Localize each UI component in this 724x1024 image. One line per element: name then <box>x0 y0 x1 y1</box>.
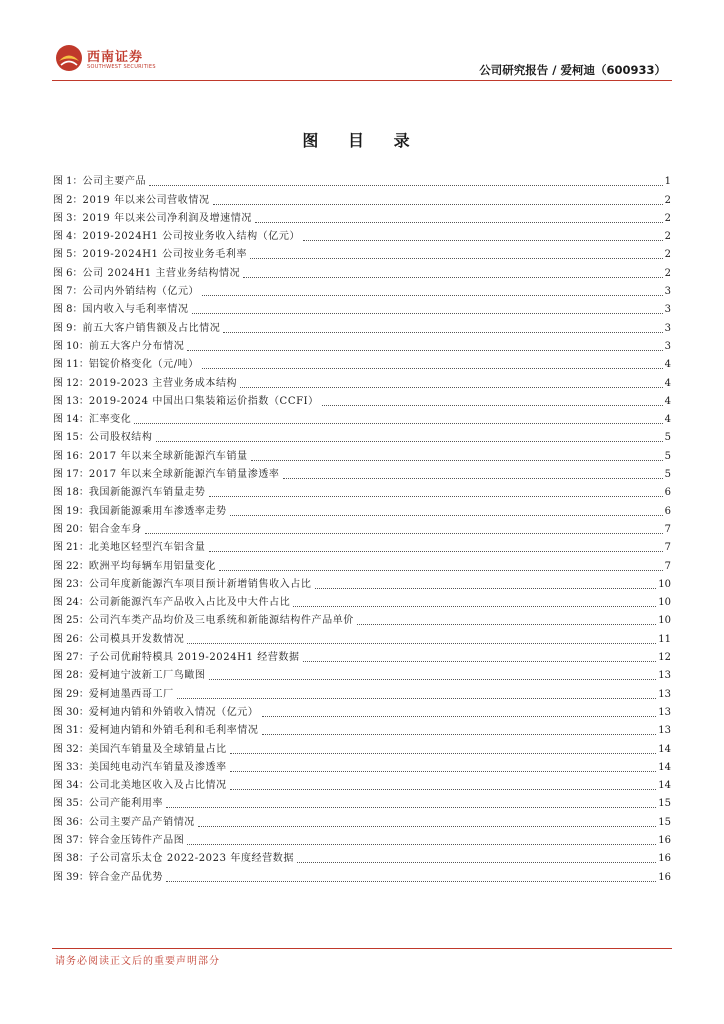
toc-entry[interactable] <box>53 316 671 334</box>
toc-dot-leader <box>357 624 656 625</box>
toc-entry-title[interactable]: 国内收入与毛利率情况 <box>82 304 189 316</box>
toc-dot-leader <box>149 185 662 186</box>
toc-entry-page[interactable]: 2 <box>664 231 671 243</box>
toc-entry[interactable] <box>53 170 671 188</box>
toc-entry-page[interactable]: 15 <box>658 798 671 810</box>
toc-entry[interactable] <box>53 518 671 536</box>
toc-entry-title[interactable]: 子公司富乐太仓 2022-2023 年度经营数据 <box>88 853 294 865</box>
toc-entry-label: 图 34： <box>53 780 89 792</box>
toc-entry-page[interactable]: 10 <box>658 615 671 627</box>
toc-entry[interactable] <box>53 408 671 426</box>
toc-entry-label: 图 1： <box>53 176 83 188</box>
toc-entry-title[interactable]: 2017 年以来全球新能源汽车销量 <box>88 450 248 462</box>
toc-entry-page[interactable]: 15 <box>658 816 671 828</box>
toc-entry[interactable] <box>53 536 671 554</box>
toc-entry-label: 图 11： <box>53 359 89 371</box>
toc-entry-title[interactable]: 汇率变化 <box>88 414 132 426</box>
toc-entry-title[interactable]: 公司股权结构 <box>88 432 153 444</box>
toc-entry-page[interactable]: 3 <box>664 286 671 298</box>
toc-dot-leader <box>230 789 657 790</box>
toc-dot-leader <box>243 277 662 278</box>
page-title: 图 目 录 <box>302 131 422 150</box>
toc-entry-page[interactable]: 13 <box>658 670 671 682</box>
toc-entry[interactable] <box>53 792 671 810</box>
toc-entry[interactable] <box>53 371 671 389</box>
toc-entry-page[interactable]: 11 <box>658 633 671 645</box>
toc-entry-title[interactable]: 爱柯迪内销和外销毛利和毛利率情况 <box>88 725 259 737</box>
toc-entry-label: 图 22： <box>53 560 89 572</box>
toc-entry[interactable] <box>53 682 671 700</box>
toc-dot-leader <box>315 588 657 589</box>
toc-entry-title[interactable]: 我国新能源乘用车渗透率走势 <box>88 505 227 517</box>
toc-entry-label: 图 33： <box>53 761 89 773</box>
toc-dot-leader <box>198 826 656 827</box>
toc-entry[interactable] <box>53 810 671 828</box>
toc-entry[interactable] <box>53 207 671 225</box>
toc-entry[interactable] <box>53 573 671 591</box>
toc-dot-leader <box>134 423 662 424</box>
toc-entry-label: 图 25： <box>53 615 89 627</box>
toc-entry[interactable] <box>53 554 671 572</box>
toc-entry-label: 图 3： <box>53 212 83 224</box>
toc-entry-title[interactable]: 2017 年以来全球新能源汽车销量渗透率 <box>88 469 280 481</box>
toc-dot-leader <box>255 222 663 223</box>
toc-entry[interactable] <box>53 646 671 664</box>
toc-entry-label: 图 37： <box>53 834 89 846</box>
toc-entry-title[interactable]: 2019-2024 中国出口集装箱运价指数（CCFI） <box>88 395 319 407</box>
toc-entry[interactable] <box>53 591 671 609</box>
toc-dot-leader <box>230 771 657 772</box>
toc-entry-title[interactable]: 公司内外销结构（亿元） <box>82 286 200 298</box>
toc-entry-title[interactable]: 公司新能源汽车产品收入占比及中大件占比 <box>88 597 291 609</box>
toc-dot-leader <box>209 679 657 680</box>
report-header-info: 公司研究报告 / 爱柯迪（600933） <box>479 63 666 77</box>
toc-entry[interactable] <box>53 719 671 737</box>
toc-entry-title[interactable]: 2019-2024H1 公司按业务收入结构（亿元） <box>82 231 301 243</box>
toc-entry-label: 图 31： <box>53 725 89 737</box>
toc-entry-title[interactable]: 锌合金压铸件产品图 <box>88 834 185 846</box>
toc-entry-page[interactable]: 2 <box>664 194 671 206</box>
toc-entry-page[interactable]: 3 <box>664 322 671 334</box>
toc-entry-label: 图 26： <box>53 633 89 645</box>
toc-entry[interactable] <box>53 829 671 847</box>
toc-entry[interactable] <box>53 847 671 865</box>
toc-entry-label: 图 36： <box>53 816 89 828</box>
toc-entry-page[interactable]: 14 <box>658 780 671 792</box>
footer-disclaimer: 请务必阅读正文后的重要声明部分 <box>55 956 220 967</box>
toc-entry[interactable] <box>53 298 671 316</box>
toc-entry-label: 图 6： <box>53 267 83 279</box>
toc-entry-title[interactable]: 公司主要产品产销情况 <box>88 816 195 828</box>
toc-dot-leader <box>219 570 663 571</box>
brand-name-cn: 西南证券 <box>87 50 144 65</box>
toc-entry-page[interactable]: 10 <box>658 597 671 609</box>
toc-entry-page[interactable]: 3 <box>664 340 671 352</box>
toc-entry[interactable] <box>53 335 671 353</box>
toc-entry-label: 图 27： <box>53 652 89 664</box>
toc-entry-title[interactable]: 美国汽车销量及全球销量占比 <box>88 743 227 755</box>
brand-name-en: SOUTHWEST SECURITIES <box>87 64 156 70</box>
toc-entry-title[interactable]: 爱柯迪宁波新工厂鸟瞰图 <box>88 670 206 682</box>
toc-entry-title[interactable]: 前五大客户销售额及占比情况 <box>82 322 221 334</box>
toc-entry[interactable] <box>53 390 671 408</box>
toc-entry-label: 图 19： <box>53 505 89 517</box>
toc-dot-leader <box>166 881 656 882</box>
toc-entry-page[interactable]: 2 <box>664 249 671 261</box>
toc-dot-leader <box>303 240 663 241</box>
toc-entry-title[interactable]: 公司北美地区收入及占比情况 <box>88 780 227 792</box>
header-divider <box>52 80 672 81</box>
toc-dot-leader <box>156 441 663 442</box>
toc-entry-page[interactable]: 13 <box>658 725 671 737</box>
toc-entry-title[interactable]: 北美地区轻型汽车铝含量 <box>88 542 206 554</box>
toc-entry-page[interactable]: 14 <box>658 743 671 755</box>
toc-entry-page[interactable]: 4 <box>664 414 671 426</box>
toc-entry-page[interactable]: 14 <box>658 761 671 773</box>
toc-dot-leader <box>145 533 663 534</box>
toc-entry-label: 图 32： <box>53 743 89 755</box>
toc-entry-title[interactable]: 子公司优耐特模具 2019-2024H1 经营数据 <box>88 652 300 664</box>
toc-entry-label: 图 4： <box>53 231 83 243</box>
toc-entry[interactable] <box>53 865 671 883</box>
toc-entry-page[interactable]: 7 <box>664 542 671 554</box>
toc-dot-leader <box>209 496 663 497</box>
toc-entry-title[interactable]: 公司主要产品 <box>82 176 147 188</box>
toc-entry-label: 图 23： <box>53 578 89 590</box>
toc-entry-label: 图 21： <box>53 542 89 554</box>
toc-entry[interactable] <box>53 609 671 627</box>
toc-dot-leader <box>166 807 656 808</box>
toc-entry-label: 图 15： <box>53 432 89 444</box>
toc-entry[interactable] <box>53 188 671 206</box>
toc-dot-leader <box>187 643 656 644</box>
toc-entry-title[interactable]: 2019-2023 主营业务成本结构 <box>88 377 238 389</box>
toc-entry-title[interactable]: 我国新能源汽车销量走势 <box>88 487 206 499</box>
toc-entry[interactable] <box>53 627 671 645</box>
toc-entry[interactable] <box>53 664 671 682</box>
toc-entry-page[interactable]: 16 <box>658 834 671 846</box>
toc-entry-label: 图 39： <box>53 871 89 883</box>
toc-entry-page[interactable]: 13 <box>658 688 671 700</box>
toc-dot-leader <box>240 387 662 388</box>
toc-entry-label: 图 20： <box>53 523 89 535</box>
toc-entry-page[interactable]: 5 <box>664 450 671 462</box>
toc-dot-leader <box>209 551 663 552</box>
toc-entry[interactable] <box>53 481 671 499</box>
toc-entry-title[interactable]: 2019-2024H1 公司按业务毛利率 <box>82 249 248 261</box>
toc-dot-leader <box>202 295 662 296</box>
toc-dot-leader <box>262 716 657 717</box>
footer-divider <box>52 948 672 949</box>
toc-entry-title[interactable]: 爱柯迪墨西哥工厂 <box>88 688 174 700</box>
toc-entry[interactable] <box>53 261 671 279</box>
toc-dot-leader <box>192 313 663 314</box>
toc-entry[interactable] <box>53 225 671 243</box>
toc-entry-label: 图 12： <box>53 377 89 389</box>
toc-dot-leader <box>293 606 656 607</box>
toc-entry-page[interactable]: 10 <box>658 578 671 590</box>
toc-entry-label: 图 29： <box>53 688 89 700</box>
toc-entry-label: 图 30： <box>53 706 89 718</box>
toc-dot-leader <box>262 734 657 735</box>
toc-entry-label: 图 24： <box>53 597 89 609</box>
toc-entry-label: 图 14： <box>53 414 89 426</box>
toc-dot-leader <box>223 332 662 333</box>
toc-entry[interactable] <box>53 756 671 774</box>
toc-entry-title[interactable]: 公司年度新能源汽车项目预计新增销售收入占比 <box>88 578 312 590</box>
toc-entry[interactable] <box>53 353 671 371</box>
toc-entry-title[interactable]: 前五大客户分布情况 <box>88 340 185 352</box>
toc-entry-label: 图 9： <box>53 322 83 334</box>
toc-entry-label: 图 38： <box>53 853 89 865</box>
toc-entry-page[interactable]: 5 <box>664 469 671 481</box>
toc-entry[interactable] <box>53 774 671 792</box>
toc-entry-label: 图 28： <box>53 670 89 682</box>
toc-entry-label: 图 7： <box>53 286 83 298</box>
brand-logo <box>55 44 165 76</box>
toc-entry-page[interactable]: 6 <box>664 505 671 517</box>
toc-entry[interactable] <box>53 444 671 462</box>
toc-entry-page[interactable]: 5 <box>664 432 671 444</box>
toc-entry-page[interactable]: 2 <box>664 267 671 279</box>
toc-entry-title[interactable]: 2019 年以来公司净利润及增速情况 <box>82 212 252 224</box>
toc-entry-page[interactable]: 4 <box>664 359 671 371</box>
toc-entry-page[interactable]: 2 <box>664 212 671 224</box>
toc-entry-label: 图 17： <box>53 469 89 481</box>
toc-dot-leader <box>250 258 663 259</box>
figure-toc-list <box>53 170 671 884</box>
toc-dot-leader <box>251 460 663 461</box>
toc-entry-label: 图 10： <box>53 340 89 352</box>
toc-entry[interactable] <box>53 280 671 298</box>
toc-entry-page[interactable]: 6 <box>664 487 671 499</box>
toc-entry-label: 图 2： <box>53 194 83 206</box>
toc-entry-label: 图 5： <box>53 249 83 261</box>
toc-entry-title[interactable]: 爱柯迪内销和外销收入情况（亿元） <box>88 706 259 718</box>
toc-entry-title[interactable]: 欧洲平均每辆车用铝量变化 <box>88 560 217 572</box>
toc-dot-leader <box>187 844 656 845</box>
toc-entry-page[interactable]: 7 <box>664 560 671 572</box>
toc-entry-page[interactable]: 12 <box>658 652 671 664</box>
toc-entry-page[interactable]: 3 <box>664 304 671 316</box>
toc-dot-leader <box>297 862 656 863</box>
toc-entry-page[interactable]: 13 <box>658 706 671 718</box>
toc-entry[interactable] <box>53 701 671 719</box>
toc-entry-title[interactable]: 公司模具开发数情况 <box>88 633 185 645</box>
toc-entry-label: 图 18： <box>53 487 89 499</box>
toc-entry-title[interactable]: 公司产能利用率 <box>88 798 164 810</box>
toc-entry-label: 图 8： <box>53 304 83 316</box>
toc-entry-label: 图 16： <box>53 450 89 462</box>
toc-entry-title[interactable]: 锌合金产品优势 <box>88 871 164 883</box>
toc-entry[interactable] <box>53 426 671 444</box>
toc-dot-leader <box>230 515 663 516</box>
toc-dot-leader <box>230 753 657 754</box>
toc-entry[interactable] <box>53 499 671 517</box>
toc-entry-label: 图 35： <box>53 798 89 810</box>
toc-dot-leader <box>202 368 663 369</box>
toc-entry-title[interactable]: 美国纯电动汽车销量及渗透率 <box>88 761 227 773</box>
toc-entry-page[interactable]: 1 <box>664 176 671 188</box>
toc-entry-title[interactable]: 2019 年以来公司营收情况 <box>82 194 210 206</box>
toc-entry-label: 图 13： <box>53 395 89 407</box>
toc-dot-leader <box>213 204 663 205</box>
toc-entry-page[interactable]: 16 <box>658 853 671 865</box>
toc-dot-leader <box>303 661 657 662</box>
toc-dot-leader <box>283 478 663 479</box>
toc-entry-page[interactable]: 16 <box>658 871 671 883</box>
toc-dot-leader <box>187 350 662 351</box>
brand-emblem-icon <box>55 44 83 72</box>
toc-entry-title[interactable]: 公司汽车类产品均价及三电系统和新能源结构件产品单价 <box>88 615 354 627</box>
toc-entry-page[interactable]: 4 <box>664 377 671 389</box>
toc-entry-page[interactable]: 4 <box>664 395 671 407</box>
toc-dot-leader <box>322 405 663 406</box>
toc-entry[interactable] <box>53 243 671 261</box>
toc-dot-leader <box>177 698 657 699</box>
toc-entry[interactable] <box>53 737 671 755</box>
toc-entry-title[interactable]: 铝合金车身 <box>88 523 142 535</box>
toc-entry-page[interactable]: 7 <box>664 523 671 535</box>
toc-entry[interactable] <box>53 463 671 481</box>
toc-entry-title[interactable]: 铝锭价格变化（元/吨） <box>88 359 199 371</box>
toc-entry-title[interactable]: 公司 2024H1 主营业务结构情况 <box>82 267 241 279</box>
